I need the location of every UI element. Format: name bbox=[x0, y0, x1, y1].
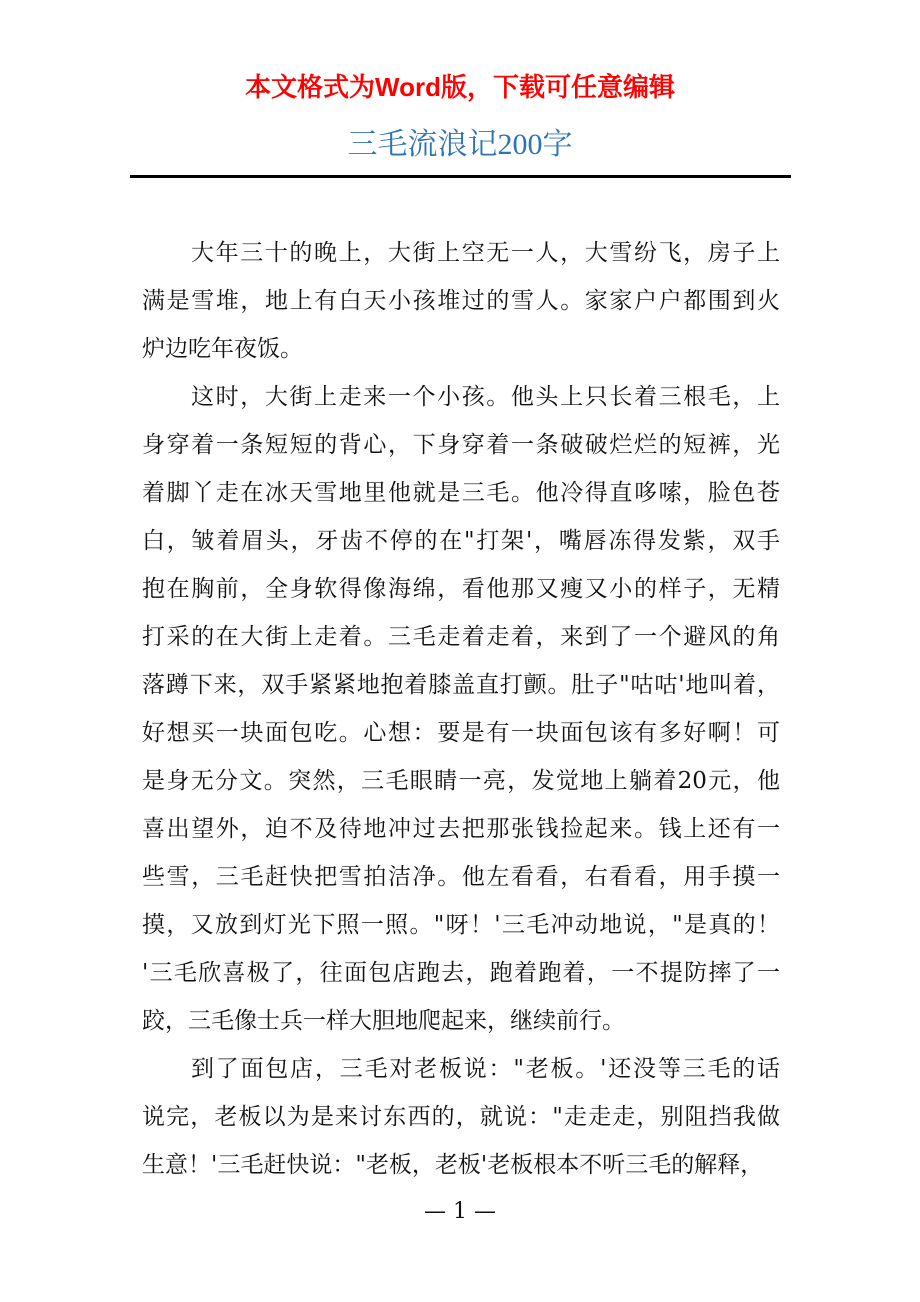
paragraph bbox=[142, 1045, 780, 1189]
page-title: 三毛流浪记200字 bbox=[347, 128, 573, 161]
text-line: 到了面包店，三毛对老板说："老板。'还没等三毛的话 bbox=[191, 1056, 780, 1082]
paragraph bbox=[142, 229, 780, 373]
text-line: '三毛欣喜极了，往面包店跑去，跑着跑着，一不提防摔了一 bbox=[142, 960, 780, 986]
format-notice: 本文格式为Word版，下载可任意编辑 bbox=[245, 72, 675, 102]
text-line: 打采的在大街上走着。三毛走着走着，来到了一个避风的角 bbox=[142, 624, 780, 650]
text-line: 跤，三毛像士兵一样大胆地爬起来，继续前行。 bbox=[142, 1008, 625, 1034]
text-line: 生意！'三毛赶快说："老板，老板'老板根本不听三毛的解释， bbox=[142, 1152, 764, 1178]
text-line: 大年三十的晚上，大街上空无一人，大雪纷飞，房子上 bbox=[191, 240, 780, 266]
text-line: 落蹲下来，双手紧紧地抱着膝盖直打颤。肚子"咕咕'地叫着， bbox=[142, 672, 780, 698]
document-body bbox=[142, 229, 780, 1189]
text-line: 摸，又放到灯光下照一照。"呀！'三毛冲动地说，"是真的！ bbox=[142, 912, 780, 938]
text-line: 说完，老板以为是来讨东西的，就说："走走走，别阻挡我做 bbox=[142, 1104, 780, 1130]
text-line: 炉边吃年夜饭。 bbox=[142, 336, 303, 362]
text-line: 满是雪堆，地上有白天小孩堆过的雪人。家家户户都围到火 bbox=[142, 288, 780, 314]
text-line: 着脚丫走在冰天雪地里他就是三毛。他冷得直哆嗦，脸色苍 bbox=[142, 480, 780, 506]
text-line: 好想买一块面包吃。心想：要是有一块面包该有多好啊！可 bbox=[142, 720, 780, 746]
text-line: 白，皱着眉头，牙齿不停的在"打架'，嘴唇冻得发紫，双手 bbox=[142, 528, 780, 554]
text-line: 喜出望外，迫不及待地冲过去把那张钱捡起来。钱上还有一 bbox=[142, 816, 780, 842]
text-line: 抱在胸前，全身软得像海绵，看他那又瘦又小的样子，无精 bbox=[142, 576, 780, 602]
text-line: 身穿着一条短短的背心，下身穿着一条破破烂烂的短裤，光 bbox=[142, 432, 780, 458]
text-line: 这时，大街上走来一个小孩。他头上只长着三根毛，上 bbox=[191, 384, 780, 410]
page-number: — 1 — bbox=[424, 1199, 496, 1224]
text-line: 些雪，三毛赶快把雪拍洁净。他左看看，右看看，用手摸一 bbox=[142, 864, 780, 890]
header-divider bbox=[130, 175, 791, 178]
paragraph bbox=[142, 373, 780, 1045]
text-line: 是身无分文。突然，三毛眼睛一亮，发觉地上躺着20元，他 bbox=[142, 768, 780, 794]
